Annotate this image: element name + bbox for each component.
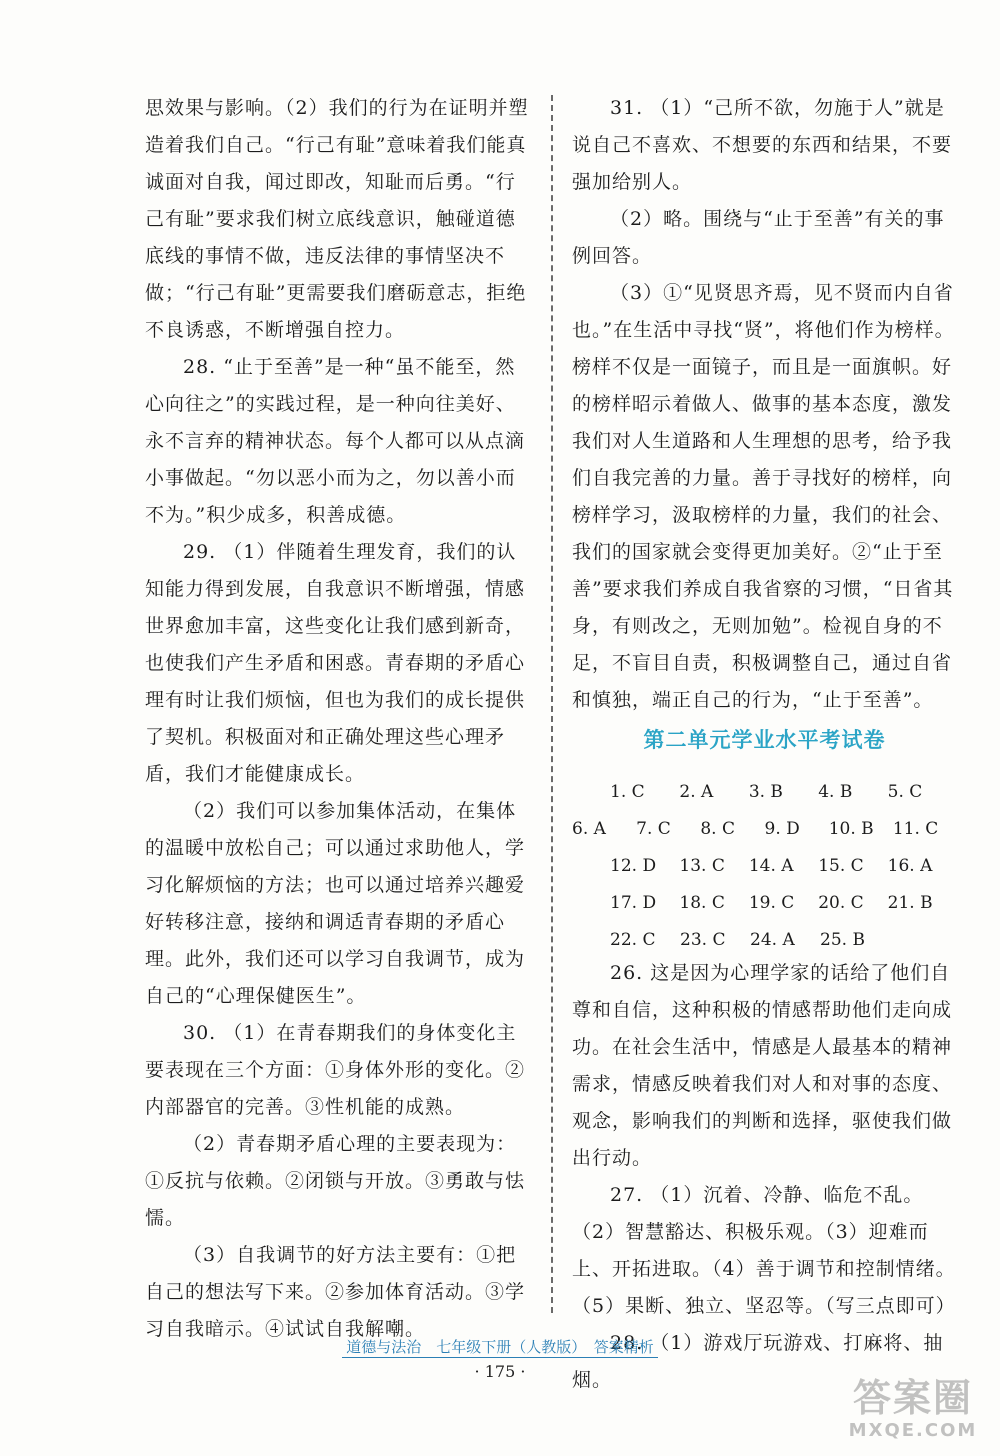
answer-item: 24. A xyxy=(750,930,795,950)
paragraph: 27. （1）沉着、冷静、临危不乱。（2）智慧豁达、积极乐观。（3）迎难而上、开拓进取。（4）善于调节和控制情绪。（5）果断、独立、坚忍等。（写三点即可） xyxy=(572,1184,956,1317)
paragraph: 26. 这是因为心理学家的话给了他们自尊和自信，这种积极的情感帮助他们走向成功。在社会生活中，情感是人最基本的精神需求，情感反映着我们对人和对事的态度、观念，影响我们的判断和选择，驱使我们做出行动。 xyxy=(572,962,953,1169)
answer-row xyxy=(572,811,957,848)
paragraph: （3）自我调节的好方法主要有：①把自己的想法写下来。②参加体育活动。③学习自我暗示。④试试自我解嘲。 xyxy=(145,1244,526,1340)
answer-item: 20. C xyxy=(818,893,864,913)
paragraph: 28. （1）游戏厅玩游戏、打麻将、抽烟。 xyxy=(572,1332,944,1391)
answer-item: 16. A xyxy=(887,856,933,876)
answer-item: 13. C xyxy=(679,856,725,876)
footer-text: 道德与法治 七年级下册（人教版） 答案精析 xyxy=(342,1338,658,1358)
answer-item: 18. C xyxy=(679,893,725,913)
paragraph: 28. “止于至善”是一种“虽不能至，然心向往之”的实践过程，是一种向往美好、永不言弃的精神状态。每个人都可以从点滴小事做起。“勿以恶小而为之，勿以善小而不为。”积少成多，积善成德。 xyxy=(145,356,526,526)
answer-item: 2. A xyxy=(679,782,714,802)
footer xyxy=(0,1336,1000,1357)
paragraph: 29. （1）伴随着生理发育，我们的认知能力得到发展，自我意识不断增强，情感世界愈加丰富，这些变化让我们感到新奇，也使我们产生矛盾和困惑。青春期的矛盾心理有时让我们烦恼，但也为我们的成长提供了契机。积极面对和正确处理这些心理矛盾，我们才能健康成长。 xyxy=(145,541,526,785)
answer-item: 23. C xyxy=(680,930,726,950)
answer-item: 19. C xyxy=(748,893,795,913)
paragraph: （2）略。围绕与“止于至善”有关的事例回答。 xyxy=(572,208,945,267)
answer-item: 3. B xyxy=(748,782,783,802)
answer-item: 4. B xyxy=(818,782,853,802)
answer-item: 15. C xyxy=(818,856,864,876)
answer-item: 25. B xyxy=(820,930,865,950)
paragraph: 思效果与影响。（2）我们的行为在证明并塑造着我们自己。“行己有耻”意味着我们能真诚面对自我，闻过即改，知耻而后勇。“行己有耻”要求我们树立底线意识，触碰道德底线的事情不做，违反法律的事情坚决不做；“行己有耻”更需要我们磨砺意志，拒绝不良诱惑，不断增强自控力。 xyxy=(145,97,529,341)
answer-item: 10. B xyxy=(828,819,874,839)
answer-item: 17. D xyxy=(610,893,657,913)
right-column-bottom xyxy=(572,955,957,1399)
answer-item: 7. C xyxy=(636,819,671,839)
answer-row xyxy=(572,922,957,959)
paragraph: 31. （1）“己所不欲，勿施于人”就是说自己不喜欢、不想要的东西和结果，不要强加给别人。 xyxy=(572,97,953,193)
watermark-logo xyxy=(838,1376,988,1448)
answer-item: 1. C xyxy=(610,782,645,802)
answer-item: 5. C xyxy=(887,782,923,802)
answer-row xyxy=(572,848,957,885)
answer-item: 21. B xyxy=(887,893,933,913)
right-column-top xyxy=(572,90,957,719)
answer-item: 8. C xyxy=(700,819,735,839)
answer-row xyxy=(572,774,957,811)
answer-key xyxy=(572,774,957,959)
answer-item: 9. D xyxy=(764,819,800,839)
column-divider xyxy=(551,95,553,1313)
answer-row xyxy=(572,885,957,922)
left-column xyxy=(145,90,535,1348)
paragraph: （3）①“见贤思齐焉，见不贤而内自省也。”在生活中寻找“贤”，将他们作为榜样。榜样不仅是一面镜子，而且是一面旗帜。好的榜样昭示着做人、做事的基本态度，激发我们对人生道路和人生理想的思考，给予我们自我完善的力量。善于寻找好的榜样，向榜样学习，汲取榜样的力量，我们的社会、我们的国家就会变得更加美好。②“止于至善”要求我们养成自我省察的习惯，“日省其身，有则改之，无则加勉”。检视自身的不足，不盲目自责，积极调整自己，通过自省和慎独，端正自己的行为，“止于至善”。 xyxy=(572,282,955,711)
answer-item: 22. C xyxy=(610,930,656,950)
page-number: · 175 · xyxy=(474,1362,526,1381)
paragraph: （2）青春期矛盾心理的主要表现为：①反抗与依赖。②闭锁与开放。③勇敢与怯懦。 xyxy=(145,1133,526,1229)
answer-item: 6. A xyxy=(572,819,606,839)
section-title: 第二单元学业水平考试卷 xyxy=(643,728,886,752)
paragraph: （2）我们可以参加集体活动，在集体的温暖中放松自己；可以通过求助他人，学习化解烦恼的方法；也可以通过培养兴趣爱好转移注意，接纳和调适青春期的矛盾心理。此外，我们还可以学习自我调节，成为自己的“心理保健医生”。 xyxy=(145,800,526,1007)
answer-item: 14. A xyxy=(748,856,794,876)
answer-item: 12. D xyxy=(610,856,657,876)
paragraph: 30. （1）在青春期我们的身体变化主要表现在三个方面：①身体外形的变化。②内部器官的完善。③性机能的成熟。 xyxy=(145,1022,526,1118)
watermark-small: MXQE.COM xyxy=(848,1420,978,1441)
watermark-big: 答案圈 xyxy=(852,1376,973,1420)
answer-item: 11. C xyxy=(892,819,939,839)
